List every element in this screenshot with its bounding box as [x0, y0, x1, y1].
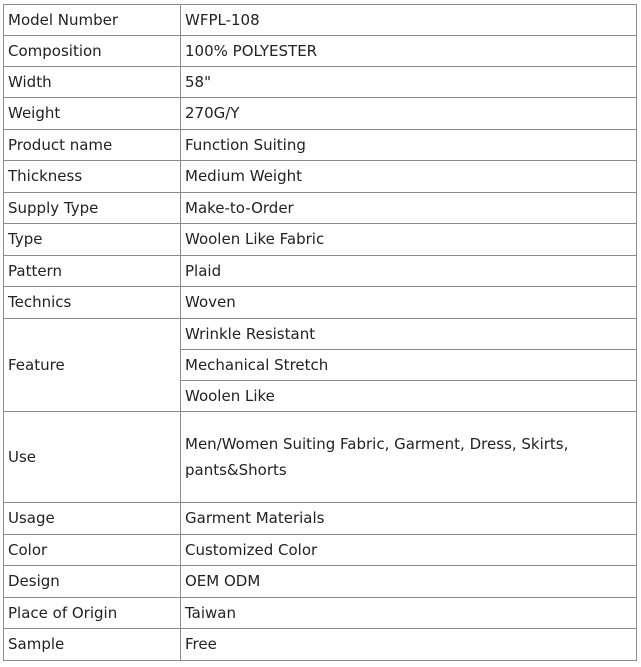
spec-value: Medium Weight	[181, 161, 637, 193]
spec-label: Weight	[4, 98, 181, 130]
spec-label-use: Use	[4, 412, 181, 503]
table-row	[4, 629, 637, 661]
spec-label: Technics	[4, 287, 181, 319]
spec-label: Composition	[4, 36, 181, 67]
spec-value-feature: Wrinkle Resistant	[181, 319, 637, 350]
spec-label: Type	[4, 224, 181, 256]
spec-label: Sample	[4, 629, 181, 661]
table-row	[4, 193, 637, 224]
spec-value: OEM ODM	[181, 566, 637, 598]
spec-value: Make-to-Order	[181, 193, 637, 224]
table-row	[4, 98, 637, 130]
spec-label: Width	[4, 67, 181, 98]
spec-label-feature: Feature	[4, 319, 181, 412]
spec-value: Free	[181, 629, 637, 661]
spec-label: Usage	[4, 503, 181, 535]
table-row	[4, 67, 637, 98]
spec-value: 100% POLYESTER	[181, 36, 637, 67]
spec-value: 270G/Y	[181, 98, 637, 130]
spec-value-feature: Mechanical Stretch	[181, 350, 637, 381]
table-row	[4, 36, 637, 67]
table-row	[4, 503, 637, 535]
spec-value: 58"	[181, 67, 637, 98]
spec-value: Plaid	[181, 256, 637, 287]
table-row-use	[4, 412, 637, 503]
spec-label: Supply Type	[4, 193, 181, 224]
table-row	[4, 598, 637, 629]
spec-value: Customized Color	[181, 535, 637, 566]
table-row	[4, 535, 637, 566]
spec-value-feature: Woolen Like	[181, 381, 637, 412]
table-row	[4, 161, 637, 193]
spec-label: Pattern	[4, 256, 181, 287]
spec-value: Woven	[181, 287, 637, 319]
spec-label: Place of Origin	[4, 598, 181, 629]
spec-value: Taiwan	[181, 598, 637, 629]
table-row	[4, 256, 637, 287]
spec-value: WFPL-108	[181, 5, 637, 36]
spec-table	[3, 4, 637, 661]
table-row	[4, 224, 637, 256]
table-row-feature	[4, 319, 637, 350]
spec-label: Color	[4, 535, 181, 566]
spec-label: Design	[4, 566, 181, 598]
spec-label: Model Number	[4, 5, 181, 36]
table-row	[4, 566, 637, 598]
spec-value-use: Men/Women Suiting Fabric, Garment, Dress, Skirts, pants&Shorts	[181, 412, 637, 503]
spec-label: Thickness	[4, 161, 181, 193]
table-row	[4, 287, 637, 319]
spec-label: Product name	[4, 130, 181, 161]
table-row	[4, 5, 637, 36]
spec-value: Woolen Like Fabric	[181, 224, 637, 256]
spec-value: Function Suiting	[181, 130, 637, 161]
spec-value: Garment Materials	[181, 503, 637, 535]
table-row	[4, 130, 637, 161]
